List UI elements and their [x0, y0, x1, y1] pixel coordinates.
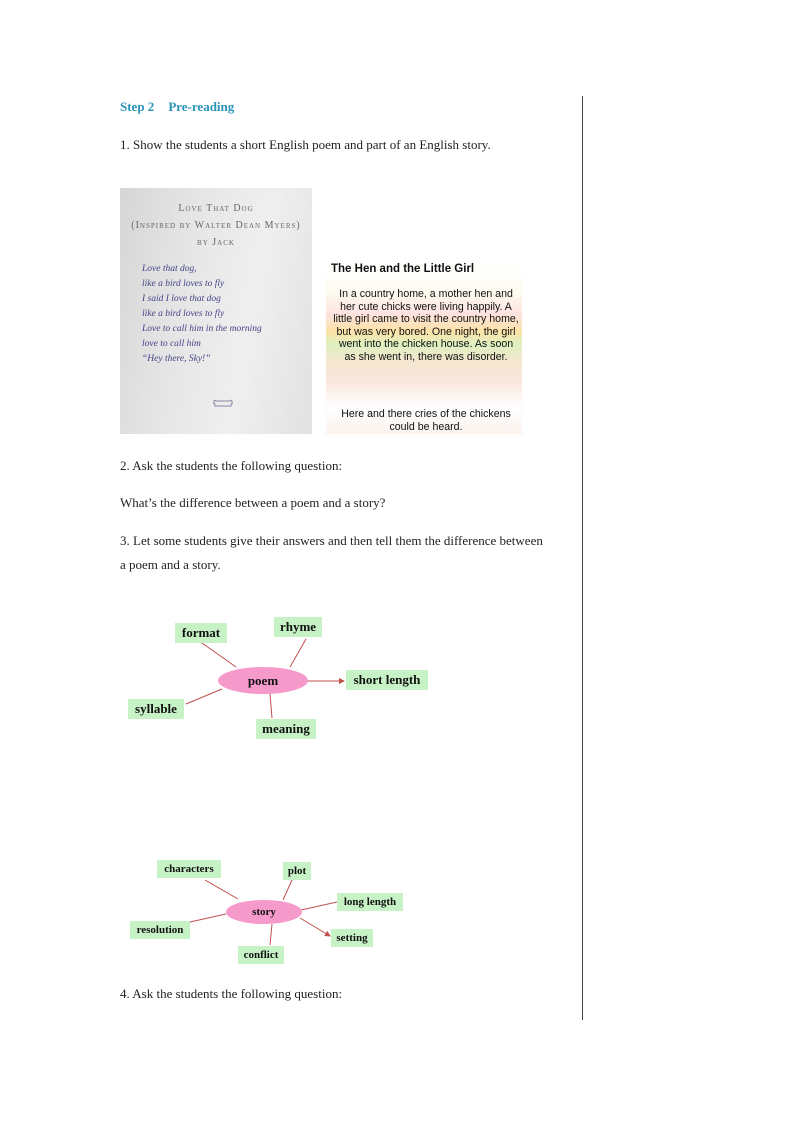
step-label: Step 2 [120, 99, 155, 114]
story-image [326, 262, 522, 434]
node-rhyme: rhyme [274, 617, 322, 637]
connector-format [202, 643, 236, 667]
poem-center-node: poem [218, 667, 308, 694]
question-text: What’s the difference between a poem and a story? [120, 495, 386, 510]
poem-line: like a bird loves to fly [142, 309, 225, 319]
connector-meaning [270, 694, 272, 718]
bone-icon [213, 399, 233, 408]
node-resolution: resolution [130, 921, 190, 939]
poem-line: I said I love that dog [142, 294, 221, 304]
connector-long-length [301, 902, 337, 910]
connector-plot [283, 880, 292, 900]
poem-title-block [120, 200, 312, 251]
item-3-line-1: 3. Let some students give their answers and then tell them the difference between [120, 533, 543, 548]
story-tail: Here and there cries of the chickens could be heard. [341, 408, 511, 433]
connector-setting [300, 918, 330, 936]
connector-syllable [186, 689, 222, 704]
node-syllable: syllable [128, 699, 184, 719]
step-title: Pre-reading [168, 99, 235, 114]
node-meaning: meaning [256, 719, 316, 739]
node-short-length: short length [346, 670, 428, 690]
story-body: In a country home, a mother hen and her cute chicks were living happily. A little girl came to visit the country home, but was very bored. One night, the girl went into the chicken house. As soon as she went in, there was disorder. [333, 288, 519, 363]
poem-subtitle: (Inspired by Walter Dean Myers) [131, 220, 301, 231]
node-long-length: long length [337, 893, 403, 911]
section-heading [120, 99, 234, 115]
poem-line: like a bird loves to fly [142, 279, 225, 289]
connector-resolution [190, 914, 226, 922]
node-characters: characters [157, 860, 221, 878]
poem-line: love to call him [142, 339, 201, 349]
node-plot: plot [283, 862, 311, 880]
poem-image [120, 188, 312, 434]
poem-line: Love that dog, [142, 264, 197, 274]
story-center-node: story [226, 900, 302, 924]
item-4: 4. Ask the students the following question: [120, 986, 343, 1001]
poem-line: “Hey there, Sky!” [142, 354, 211, 364]
node-setting: setting [331, 929, 373, 947]
connector-characters [205, 880, 238, 899]
connector-conflict [270, 924, 272, 945]
node-conflict: conflict [238, 946, 284, 964]
margin-line [582, 96, 583, 1020]
item-1: 1. Show the students a short English poem and part of an English story. [120, 137, 491, 152]
story-title: The Hen and the Little Girl [331, 263, 475, 275]
node-format: format [175, 623, 227, 643]
poem-lines [142, 262, 262, 367]
poem-title: Love That Dog [178, 203, 254, 214]
poem-author: by Jack [197, 237, 235, 248]
item-2: 2. Ask the students the following question: [120, 458, 343, 473]
connector-rhyme [290, 639, 306, 667]
poem-line: Love to call him in the morning [142, 324, 262, 334]
item-3-line-2: a poem and a story. [120, 557, 221, 572]
